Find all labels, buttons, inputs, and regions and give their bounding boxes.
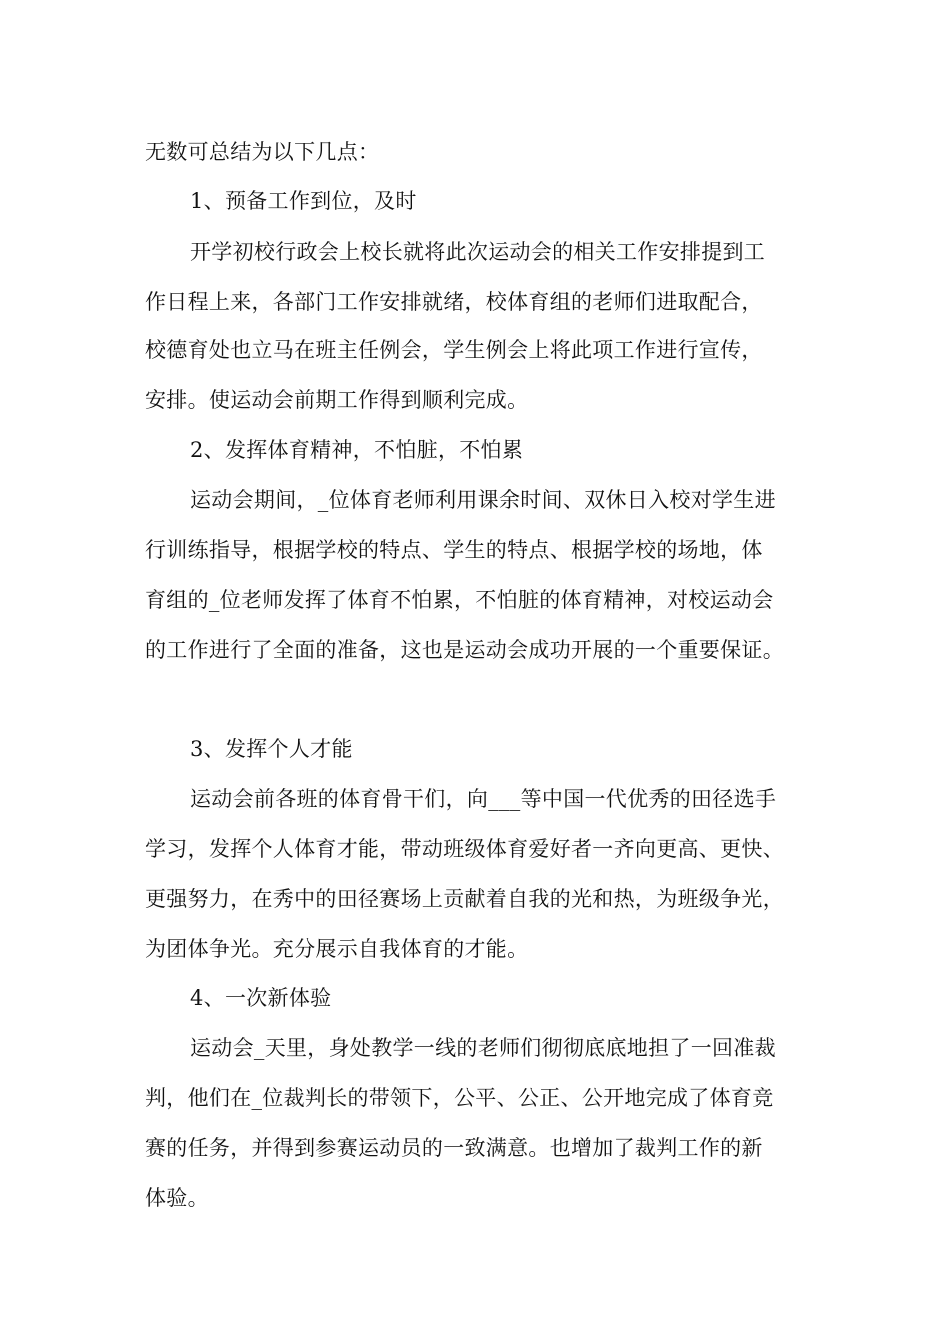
paragraph-line: 的工作进行了全面的准备，这也是运动会成功开展的一个重要保证。	[145, 638, 784, 662]
section-heading-1: 1、预备工作到位，及时	[190, 189, 417, 213]
paragraph-line: 运动会_天里，身处教学一线的老师们彻彻底底地担了一回准裁	[190, 1036, 776, 1060]
section-heading-4: 4、一次新体验	[190, 986, 332, 1010]
paragraph-line: 校德育处也立马在班主任例会，学生例会上将此项工作进行宣传，	[145, 338, 763, 362]
paragraph-line: 作日程上来，各部门工作安排就绪，校体育组的老师们进取配合，	[145, 290, 763, 314]
paragraph-line: 行训练指导，根据学校的特点、学生的特点、根据学校的场地，体	[145, 538, 763, 562]
paragraph-line: 开学初校行政会上校长就将此次运动会的相关工作安排提到工	[190, 240, 766, 264]
paragraph-line: 学习，发挥个人体育才能，带动班级体育爱好者一齐向更高、更快、	[145, 837, 784, 861]
paragraph-line: 运动会前各班的体育骨干们，向___等中国一代优秀的田径选手	[190, 787, 777, 811]
paragraph-line: 判，他们在_位裁判长的带领下，公平、公正、公开地完成了体育竞	[145, 1086, 774, 1110]
paragraph-line: 育组的_位老师发挥了体育不怕累，不怕脏的体育精神，对校运动会	[145, 588, 774, 612]
paragraph-line: 安排。使运动会前期工作得到顺利完成。	[145, 388, 529, 412]
paragraph-line: 更强努力，在秀中的田径赛场上贡献着自我的光和热，为班级争光，	[145, 887, 784, 911]
paragraph-line: 运动会期间，_位体育老师利用课余时间、双休日入校对学生进	[190, 488, 776, 512]
section-heading-2: 2、发挥体育精神，不怕脏，不怕累	[190, 438, 524, 462]
paragraph-line: 体验。	[145, 1186, 209, 1210]
section-heading-3: 3、发挥个人才能	[190, 737, 353, 761]
paragraph-line: 为团体争光。充分展示自我体育的才能。	[145, 937, 529, 961]
intro-line: 无数可总结为以下几点：	[145, 140, 380, 164]
paragraph-line: 赛的任务，并得到参赛运动员的一致满意。也增加了裁判工作的新	[145, 1136, 763, 1160]
